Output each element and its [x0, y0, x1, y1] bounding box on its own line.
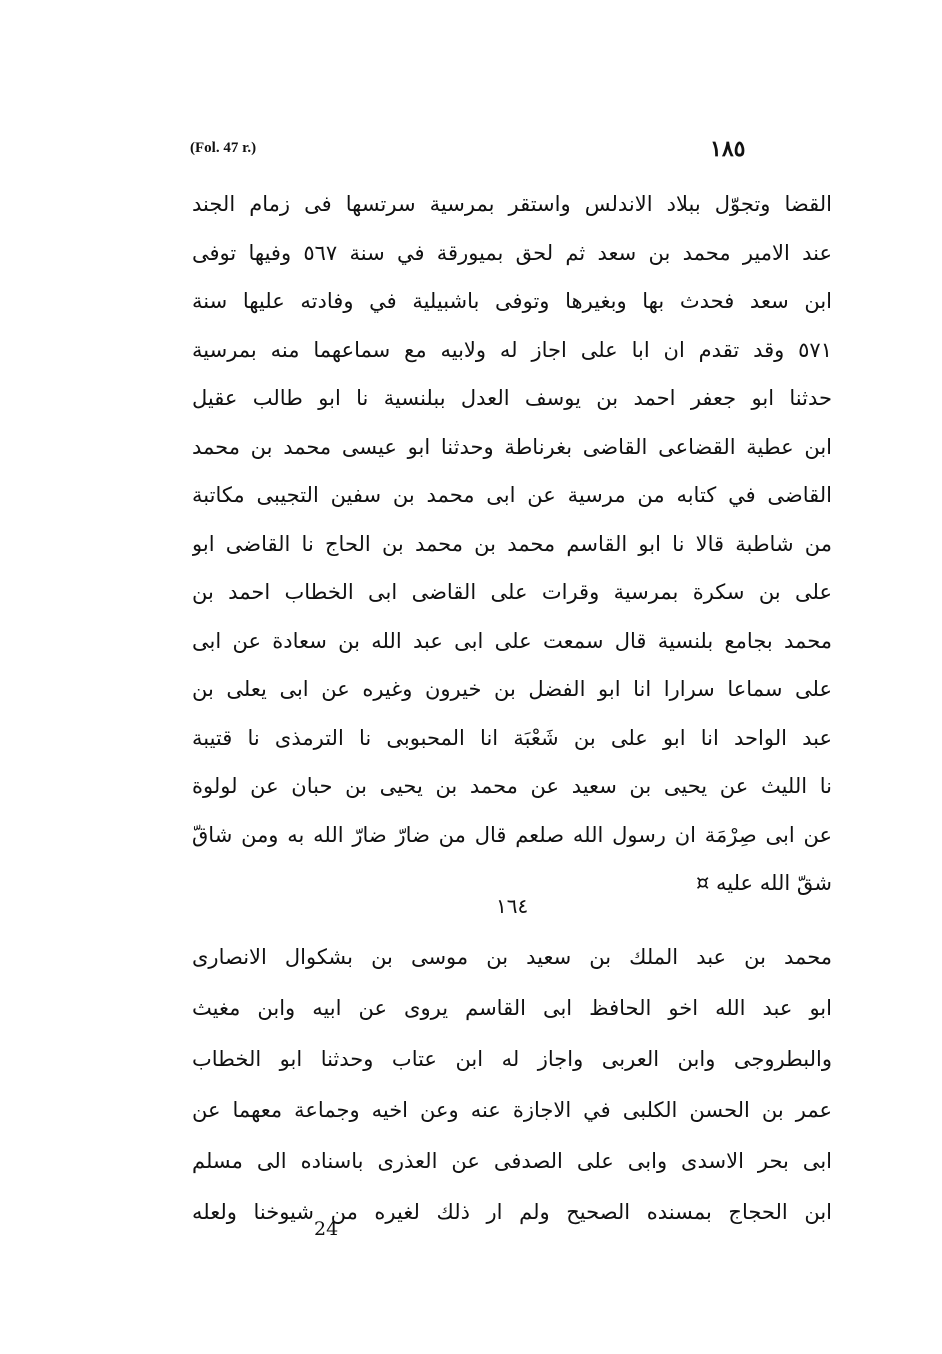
signature-mark: 24 — [314, 1218, 339, 1240]
text-line: حدثنا ابو جعفر احمد بن يوسف العدل ببلنسية نا ابو طالب عقيل — [192, 386, 832, 410]
text-line: ٥٧١ وقد تقدم ان ابا على اجاز له ولابيه مع سماعهما منه بمرسية — [192, 337, 832, 362]
text-line: ابى بحر الاسدى وابى على الصدفى عن العذرى باسناده الى مسلم — [192, 1149, 832, 1173]
text-line: القضا وتجوّل ببلاد الاندلس واستقر بمرسية سرتسها فى زمام الجند — [192, 192, 832, 216]
text-line: نا الليث عن يحيى بن سعيد عن محمد بن يحيى بن حبان عن لولوة — [192, 774, 832, 798]
text-line: ابن عطية القضاعى القاضى بغرناطة وحدثنا ابو عيسى محمد بن محمد — [192, 434, 832, 459]
text-line: على سماعا سرارا انا ابو الفضل بن خيرون وغيره عن ابى يعلى بن — [192, 677, 832, 701]
text-line: ابو عبد الله اخو الحافظ ابى القاسم يروى عن ابيه وابن مغيث — [192, 996, 832, 1020]
text-block-1 — [192, 180, 832, 908]
text-line: شقّ الله عليه ¤ — [695, 871, 832, 895]
text-line: عمر بن الحسن الكلبى في الاجازة عنه وعن اخيه وجماعة معهما عن — [192, 1098, 832, 1122]
text-line: محمد بجامع بلنسية قال سمعت على ابى عبد الله بن سعادة عن ابى — [192, 628, 832, 653]
text-line: محمد بن عبد الملك بن سعيد بن موسى بن بشكوال الانصارى — [192, 945, 832, 969]
text-line: عبد الواحد انا ابو على بن شَعْبَة انا المحبوبى نا الترمذى نا قتيبة — [192, 725, 832, 750]
text-block-2 — [192, 932, 832, 1238]
text-line: القاضى في كتابه من مرسية عن ابى محمد بن سفين التجيبى مكاتبة — [192, 483, 832, 507]
text-line: على بن سكرة بمرسية وقرات على القاضى ابى الخطاب احمد بن — [192, 580, 832, 604]
text-line: من شاطبة قالا نا ابو القاسم محمد بن محمد بن الحاج نا القاضى ابو — [192, 531, 832, 556]
page-header — [190, 136, 830, 176]
page-number: ١٨٥ — [710, 136, 746, 162]
text-line: ابن سعد فحدث بها وبغيرها وتوفى باشبيلية في وفادته عليها سنة — [192, 289, 832, 313]
text-line: ابن الحجاج بمسنده الصحيح ولم ار ذلك لغيره من شيوخنا ولعله — [192, 1200, 832, 1224]
entry-number: ١٦٤ — [496, 894, 529, 918]
text-line: عند الامير محمد بن سعد ثم لحق بميورقة في سنة ٥٦٧ وفيها توفى — [192, 240, 832, 265]
folio-reference: (Fol. 47 r.) — [190, 140, 257, 156]
text-line: والبطروجى وابن العربى واجاز له ابن عتاب وحدثنا ابو الخطاب — [192, 1047, 832, 1071]
text-line: عن ابى صِرْمَة ان رسول الله صلعم قال من ضارّ ضارّ الله به ومن شاقّ — [192, 822, 832, 847]
